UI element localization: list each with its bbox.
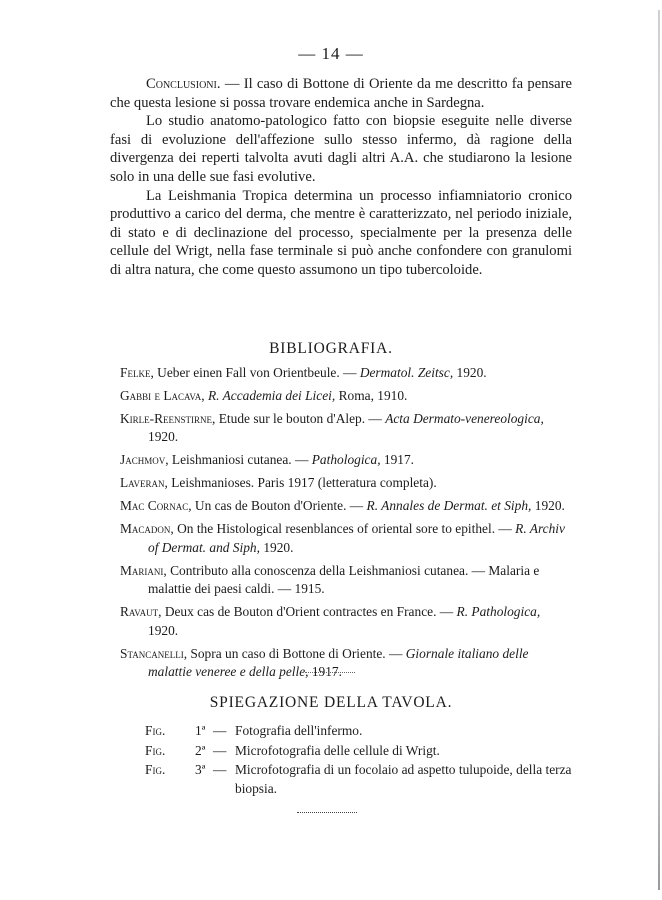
plates-list [145,722,575,799]
bib-journal: R. Annales de Dermat. et Siph, [366,498,532,514]
page-edge-shadow [658,10,660,890]
bib-text: On the Histological resenblances of oriental sore to epithel. — [173,521,516,537]
bib-tail: 1917. [308,664,342,680]
bibliography-entry [120,562,572,599]
bibliography-entry [120,497,572,515]
bib-author: Ravaut, [120,604,162,620]
bib-text: Leishmaniosi cutanea. — [168,452,312,468]
bib-tail: 1917. [380,452,415,468]
bibliography-list [120,364,572,686]
bib-author: Felke, [120,365,154,380]
bib-journal: R. Accademia dei Licei, [207,388,336,403]
bib-text: Ueber einen Fall von Orientbeule. — [153,365,360,380]
section-divider [305,672,355,673]
bibliography-entry [120,474,572,492]
bib-tail: 1920. [148,622,179,638]
bib-journal: Dermatol. Zeitsc, [359,365,454,380]
conclusions-heading: Conclusioni. [146,76,221,92]
bib-journal: R. Pathologica, [456,604,541,620]
bib-tail: Roma, 1910. [335,388,408,403]
bibliography-entry [120,645,572,682]
bib-tail: 1920. [531,498,565,514]
conclusions-paragraph-1-text: — Il caso di Bottone di Oriente da me descritto fa pensare che questa lesione si possa trovare endemica anche in Sardegna. [110,76,572,111]
bib-text: Etude sur le bouton d'Alep. — [215,411,386,426]
bib-author: Gabbi e Lacava, [120,388,205,403]
plate-number: 1ª [195,723,206,738]
bib-author: Macadon, [120,521,174,537]
bib-tail: 1920. [259,539,294,555]
plate-dash: — [213,742,227,758]
bibliography-entry [120,364,572,382]
plate-label: Fig. [145,762,166,778]
bib-author: Kirle-Reenstirne, [120,411,216,426]
bib-author: Mariani, [120,562,167,578]
bib-tail: 1920. [148,429,179,445]
bib-author: Jachmov, [120,452,169,468]
bib-journal: R. Archiv of Dermat. and Siph, [148,521,565,555]
conclusions-paragraph-2: Lo studio anatomo-patologico fatto con biopsie eseguite nelle diverse fasi di evoluzione dell'affezione sullo stesso infermo, dà ragione della divergenza dei reperti talvolta avuti dagli altri A.A. che studiarono la lesione solo in una delle sue fasi evolutive. [110,113,572,185]
plates-title: SPIEGAZIONE DELLA TAVOLA. [209,694,453,711]
plate-item [145,761,575,798]
bib-journal: Pathologica, [311,452,381,468]
bib-text: Un cas de Bouton d'Oriente. — [191,498,367,514]
bibliography-title: BIBLIOGRAFIA. [269,340,393,357]
conclusions-paragraph-1 [110,75,572,112]
plate-item [145,742,575,761]
bib-author: Stancanelli, [120,645,188,661]
bibliography-entry [120,603,572,640]
bibliography-entry [120,451,572,469]
plate-dash: — [213,762,227,778]
bib-text: Deux cas de Bouton d'Orient contractes en France. — [161,604,457,620]
bibliography-entry [120,410,572,447]
bibliography-entry [120,520,572,557]
plate-caption: Microfotografia di un focolaio ad aspetto tulupoide, della terza biopsia. [235,762,572,796]
bib-journal: Giornale italiano delle malattie veneree e della pelle, [148,645,529,680]
bib-text: Contributo alla conoscenza della Leishmaniosi cutanea. — Malaria e malattie dei paesi caldi. — 1915. [148,562,540,597]
plate-label: Fig. [145,742,166,758]
plate-label: Fig. [145,723,166,738]
bib-author: Laveran, [120,475,168,491]
plate-number: 2ª [195,742,206,758]
bib-text: Leishmanioses. Paris 1917 (letteratura completa). [167,475,437,491]
page-number: — 14 — [298,44,364,63]
plate-number: 3ª [195,762,206,778]
bib-tail: 1920. [453,365,487,380]
bib-text: Sopra un caso di Bottone di Oriente. — [187,645,406,661]
plate-caption: Microfotografia delle cellule di Wrigt. [235,742,440,758]
bib-author: Mac Cornac, [120,498,192,514]
plate-dash: — [213,723,227,738]
plate-caption: Fotografia dell'infermo. [235,723,363,738]
conclusions-paragraph-3: La Leishmania Tropica determina un processo infiamniatorio cronico produttivo a carico del derma, che mentre è caratterizzato, nel periodo iniziale, di stato e di declinazione del processo, specialmente per la presenza delle cellule del Wrigt, nella fase terminale si può anche confondere con granulomi di altra natura, che come questo assumono un tipo tubercoloide. [110,187,572,278]
bibliography-entry [120,387,572,405]
bib-journal: Acta Dermato-venereologica, [385,411,544,426]
plate-item [145,722,575,741]
end-divider [297,812,357,813]
conclusions-section [110,75,572,280]
